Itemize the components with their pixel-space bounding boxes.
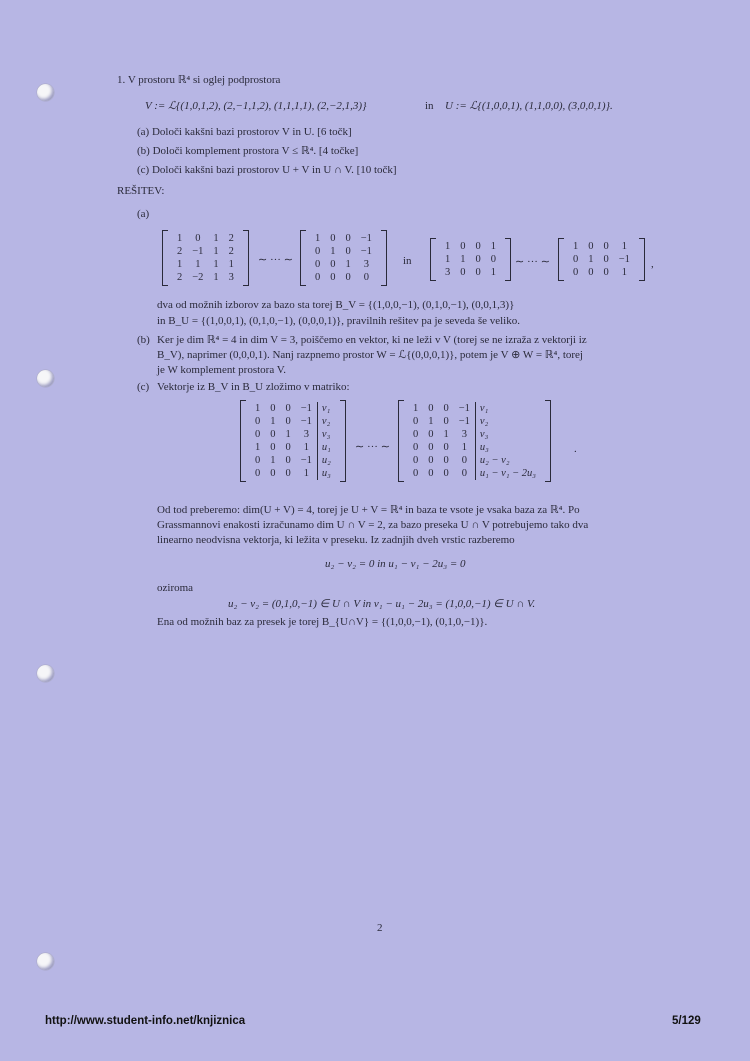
matrix-cell: 0 — [413, 429, 419, 440]
matrix-cell: 2 — [177, 272, 183, 283]
def-U: U := ℒ{(1,0,0,1), (1,1,0,0), (3,0,0,1)}. — [445, 100, 613, 112]
matrix-row — [172, 258, 239, 271]
matrix-row — [568, 266, 635, 279]
matrix-cell: 1 — [195, 259, 201, 270]
punch-hole — [37, 84, 54, 101]
vector-label: v₃ — [479, 429, 489, 440]
matrix-cell: 0 — [270, 468, 276, 479]
page-number: 2 — [377, 922, 383, 934]
matrix-V — [162, 230, 249, 286]
matrix-row — [408, 428, 541, 441]
matrix-cell: 1 — [621, 241, 627, 252]
matrix-cell: 0 — [195, 233, 201, 244]
matrix-cell: 0 — [255, 429, 261, 440]
matrix-cell: 1 — [213, 272, 219, 283]
matrix-cell: 0 — [285, 455, 291, 466]
matrix-row — [250, 402, 336, 415]
matrix-cell: 0 — [345, 272, 351, 283]
matrix-cell: 3 — [445, 267, 451, 278]
matrix-cell: 1 — [255, 442, 261, 453]
a-text-1: dva od možnih izborov za bazo sta torej B_V = {(1,0,0,−1), (0,1,0,−1), (0,0,1,3)} — [157, 299, 515, 311]
matrix-cell: 0 — [315, 246, 321, 257]
matrix-cell: 1 — [460, 254, 466, 265]
matrix-row — [408, 441, 541, 454]
matrix-row — [440, 266, 501, 279]
matrix-cell: 1 — [443, 429, 449, 440]
matrix-cell: 1 — [303, 468, 309, 479]
vector-label: v₁ — [479, 403, 489, 414]
matrix-row — [568, 253, 635, 266]
matrix-cell: 0 — [475, 254, 481, 265]
vector-label: u₃ — [479, 442, 489, 453]
matrix-cell: 1 — [213, 246, 219, 257]
def-V: V := ℒ{(1,0,1,2), (2,−1,1,2), (1,1,1,1), (2,−2,1,3)} — [145, 100, 367, 112]
matrix-cell: 1 — [413, 403, 419, 414]
c-text-1: Vektorje iz B_V in B_U zložimo v matriko: — [157, 381, 350, 393]
punch-hole — [37, 370, 54, 387]
def-in: in — [425, 100, 434, 112]
footer-page-count: 5/129 — [672, 1015, 701, 1027]
matrix-row — [310, 245, 377, 258]
matrix-cell: 0 — [270, 442, 276, 453]
matrix-row — [250, 441, 336, 454]
equation-2: u₂ − v₂ = (0,1,0,−1) ∈ U ∩ V in v₁ − u₁ − 2u₃ = (1,0,0,−1) ∈ U ∩ V. — [228, 598, 536, 610]
matrix-cell: 1 — [573, 241, 579, 252]
matrix-cell: 1 — [345, 259, 351, 270]
matrix-row — [310, 271, 377, 284]
matrix-cell: 0 — [588, 267, 594, 278]
matrix-cell: 0 — [475, 241, 481, 252]
matrix-cell: −1 — [458, 416, 470, 427]
matrix-cell: 0 — [330, 272, 336, 283]
matrix-cell: 0 — [285, 416, 291, 427]
augmented-matrix-left — [240, 400, 346, 482]
matrix-cell: 3 — [303, 429, 309, 440]
matrix-cell: 0 — [588, 241, 594, 252]
matrix-cell: 1 — [177, 233, 183, 244]
c-text-4: linearno neodvisna vektorja, ki ležita v preseku. Iz zadnjih dveh vrstic razberemo — [157, 534, 515, 546]
trailing-comma: , — [651, 258, 654, 270]
vector-label: u₂ − v₂ — [479, 455, 510, 466]
matrix-cell: 0 — [270, 403, 276, 414]
matrix-cell: 0 — [270, 429, 276, 440]
matrix-cell: 3 — [363, 259, 369, 270]
matrix-cell: 0 — [461, 455, 467, 466]
matrix-row — [408, 454, 541, 467]
matrix-cell: 1 — [270, 416, 276, 427]
oziroma: oziroma — [157, 582, 194, 594]
matrix-cell: −2 — [192, 272, 204, 283]
matrix-cell: 1 — [588, 254, 594, 265]
part-c: (c) Določi kakšni bazi prostorov U + V in U ∩ V. [10 točk] — [137, 164, 397, 176]
problem-intro: 1. V prostoru ℝ⁴ si oglej podprostora — [117, 74, 281, 86]
matrix-cell: 0 — [285, 442, 291, 453]
sol-c-label: (c) — [137, 381, 150, 393]
matrix-cell: 2 — [177, 246, 183, 257]
matrix-cell: 1 — [445, 254, 451, 265]
matrix-cell: 0 — [413, 455, 419, 466]
matrix-cell: 0 — [461, 468, 467, 479]
matrix-cell: 1 — [285, 429, 291, 440]
matrix-cell: 0 — [255, 455, 261, 466]
matrix-row — [250, 454, 336, 467]
matrix-row — [172, 245, 239, 258]
matrix-cell: 0 — [315, 259, 321, 270]
sol-b-label: (b) — [137, 334, 150, 346]
matrix-row — [172, 232, 239, 245]
matrix-cell: 1 — [303, 442, 309, 453]
footer-url[interactable]: http://www.student-info.net/knjiznica — [45, 1015, 246, 1027]
matrix-cell: 1 — [428, 416, 434, 427]
part-b: (b) Določi komplement prostora V ≤ ℝ⁴. [4 točke] — [137, 145, 359, 157]
matrix-cell: −1 — [192, 246, 204, 257]
vector-label: v₂ — [321, 416, 331, 427]
punch-hole — [37, 665, 54, 682]
matrix-cell: 1 — [177, 259, 183, 270]
c-text-5: Ena od možnih baz za presek je torej B_{U∩V} = {(1,0,0,−1), (0,1,0,−1)}. — [157, 616, 488, 628]
solution-heading: REŠITEV: — [117, 185, 165, 197]
matrix-cell: 1 — [490, 267, 496, 278]
vector-label: v₂ — [479, 416, 489, 427]
matrix-cell: 0 — [255, 416, 261, 427]
matrix-cell: 0 — [315, 272, 321, 283]
matrix-cell: 0 — [285, 468, 291, 479]
matrix-cell: 0 — [285, 403, 291, 414]
matrix-U-reduced — [558, 238, 645, 281]
matrix-cell: −1 — [458, 403, 470, 414]
matrix-row — [440, 240, 501, 253]
matrix-cell: 0 — [603, 241, 609, 252]
matrix-cell: 3 — [461, 429, 467, 440]
matrix-cell: 1 — [445, 241, 451, 252]
vector-label: u₂ — [321, 455, 331, 466]
matrix-row — [310, 232, 377, 245]
matrix-cell: −1 — [300, 416, 312, 427]
matrix-cell: −1 — [360, 233, 372, 244]
matrix-cell: 0 — [330, 259, 336, 270]
part-a: (a) Določi kakšni bazi prostorov V in U. [6 točk] — [137, 126, 352, 138]
matrix-cell: 1 — [330, 246, 336, 257]
vector-label: u₁ — [321, 442, 331, 453]
punch-hole — [37, 953, 54, 970]
matrix-cell: 1 — [255, 403, 261, 414]
vector-label: u₃ — [321, 468, 331, 479]
b-text-3: je W komplement prostora V. — [157, 364, 287, 376]
equivalence-sign: ∼ ··· ∼ — [355, 441, 390, 453]
matrix-V-reduced — [300, 230, 387, 286]
matrix-cell: 1 — [213, 233, 219, 244]
matrix-cell: 0 — [428, 442, 434, 453]
matrix-cell: −1 — [300, 455, 312, 466]
c-text-2: Od tod preberemo: dim(U + V) = 4, torej je U + V = ℝ⁴ in baza te vsote je vsaka baza za ℝ⁴. Po — [157, 504, 580, 516]
matrix-row — [408, 402, 541, 415]
b-text-1: Ker je dim ℝ⁴ = 4 in dim V = 3, poiščemo en vektor, ki ne leži v V (torej se ne izraža z vektorji iz — [157, 334, 587, 346]
vector-label: u₁ − v₁ − 2u₃ — [479, 468, 536, 479]
matrix-cell: 1 — [228, 259, 234, 270]
matrix-row — [250, 467, 336, 480]
matrix-row — [568, 240, 635, 253]
matrix-cell: 0 — [490, 254, 496, 265]
equation-1: u₂ − v₂ = 0 in u₁ − v₁ − 2u₃ = 0 — [325, 558, 466, 570]
matrix-cell: 1 — [461, 442, 467, 453]
matrix-cell: 0 — [443, 403, 449, 414]
matrix-row — [250, 428, 336, 441]
matrix-cell: 0 — [443, 416, 449, 427]
matrix-cell: −1 — [618, 254, 630, 265]
matrix-cell: 0 — [413, 442, 419, 453]
matrix-cell: 0 — [330, 233, 336, 244]
matrix-cell: 0 — [443, 468, 449, 479]
augmented-matrix-right — [398, 400, 551, 482]
matrix-cell: 0 — [460, 241, 466, 252]
matrix-cell: 3 — [228, 272, 234, 283]
matrix-cell: 0 — [428, 429, 434, 440]
matrix-cell: 1 — [490, 241, 496, 252]
matrix-cell: 2 — [228, 246, 234, 257]
sol-a-label: (a) — [137, 208, 150, 220]
matrix-row — [250, 415, 336, 428]
matrix-cell: 0 — [255, 468, 261, 479]
matrix-cell: 0 — [443, 442, 449, 453]
in-word: in — [403, 255, 412, 267]
matrix-cell: 0 — [573, 254, 579, 265]
matrix-cell: 1 — [315, 233, 321, 244]
matrix-cell: 0 — [573, 267, 579, 278]
b-text-2: B_V), naprimer (0,0,0,1). Nanj razpnemo prostor W = ℒ{(0,0,0,1)}, potem je V ⊕ W = ℝ⁴, torej — [157, 349, 583, 361]
matrix-cell: −1 — [300, 403, 312, 414]
matrix-row — [408, 467, 541, 480]
vector-label: v₁ — [321, 403, 331, 414]
matrix-cell: 0 — [428, 403, 434, 414]
matrix-U — [430, 238, 511, 281]
matrix-cell: 1 — [270, 455, 276, 466]
matrix-cell: 1 — [621, 267, 627, 278]
matrix-cell: 0 — [603, 267, 609, 278]
matrix-cell: 0 — [603, 254, 609, 265]
matrix-cell: 0 — [428, 468, 434, 479]
matrix-row — [172, 271, 239, 284]
matrix-row — [408, 415, 541, 428]
matrix-cell: 2 — [228, 233, 234, 244]
vector-label: v₃ — [321, 429, 331, 440]
matrix-cell: 1 — [213, 259, 219, 270]
equivalence-sign: ∼ ··· ∼ — [515, 256, 550, 268]
matrix-cell: −1 — [360, 246, 372, 257]
matrix-cell: 0 — [413, 468, 419, 479]
matrix-cell: 0 — [428, 455, 434, 466]
matrix-cell: 0 — [475, 267, 481, 278]
matrix-cell: 0 — [413, 416, 419, 427]
matrix-cell: 0 — [443, 455, 449, 466]
a-text-2: in B_U = {(1,0,0,1), (0,1,0,−1), (0,0,0,1)}, pravilnih rešitev pa je seveda še veliko. — [157, 315, 520, 327]
c-text-3: Grassmannovi enakosti izračunamo dim U ∩ V = 2, za bazo preseka U ∩ V potrebujemo tako dva — [157, 519, 589, 531]
matrix-cell: 0 — [363, 272, 369, 283]
matrix-row — [440, 253, 501, 266]
matrix-cell: 0 — [460, 267, 466, 278]
equivalence-sign: ∼ ··· ∼ — [258, 254, 293, 266]
period: . — [574, 443, 577, 455]
matrix-cell: 0 — [345, 233, 351, 244]
matrix-cell: 0 — [345, 246, 351, 257]
matrix-row — [310, 258, 377, 271]
